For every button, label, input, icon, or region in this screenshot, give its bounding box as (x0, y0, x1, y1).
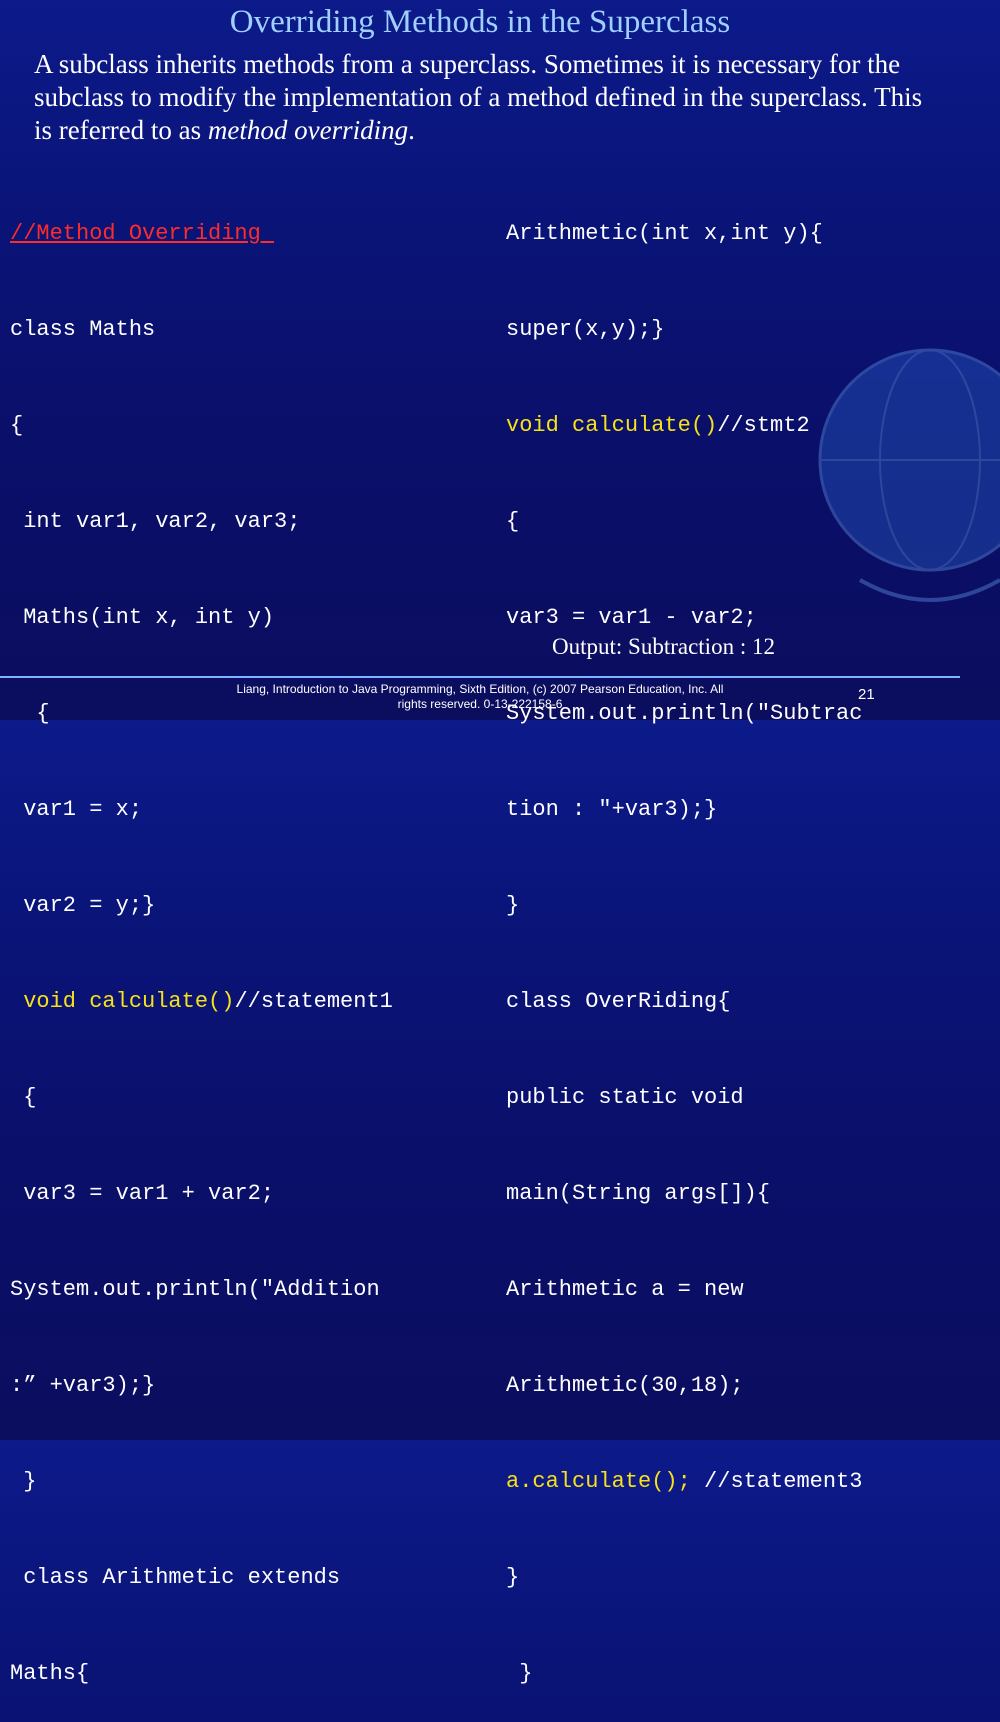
code-line: Arithmetic(30,18); (506, 1373, 744, 1398)
intro-end: . (408, 115, 415, 145)
intro-emphasis: method overriding (207, 115, 409, 145)
code-line: class Maths (10, 317, 156, 342)
slide-title: Overriding Methods in the Superclass (229, 4, 731, 40)
code-line: { (10, 413, 24, 438)
code-block-left (10, 154, 393, 1722)
code-highlight: void calculate() (506, 413, 718, 438)
code-comment: //statement3 (690, 1469, 863, 1494)
code-block-right (506, 154, 862, 1722)
code-line (506, 1466, 862, 1498)
code-line: main(String args[]){ (506, 1181, 771, 1206)
code-line: class Arithmetic extends (10, 1565, 341, 1590)
citation-line: Liang, Introduction to Java Programming, Sixth Edition, (c) 2007 Pearson Education, Inc. All (236, 682, 724, 696)
code-line (506, 410, 862, 442)
code-line: } (506, 893, 520, 918)
intro-text: A subclass inherits methods from a superclass. Sometimes it is necessary for the subclass to modify the implementation of a method defined in the superclass. This is referred to as (34, 49, 923, 145)
output-text: Output: Subtraction : 12 (552, 634, 775, 659)
code-line: { (10, 1085, 37, 1110)
code-line: } (506, 1565, 520, 1590)
code-line: } (10, 1469, 37, 1494)
code-highlight: a.calculate(); (506, 1469, 691, 1494)
code-line: var3 = var1 - var2; (506, 605, 757, 630)
citation-line: rights reserved. 0-13-222158-6 (397, 697, 563, 711)
code-line (10, 986, 393, 1018)
code-line: super(x,y);} (506, 317, 665, 342)
code-highlight: void calculate() (10, 989, 235, 1014)
code-line: public static void (506, 1085, 744, 1110)
code-line: var3 = var1 + var2; (10, 1181, 275, 1206)
code-line: var1 = x; (10, 797, 143, 822)
code-line: Maths(int x, int y) (10, 605, 275, 630)
code-line: tion : "+var3);} (506, 797, 718, 822)
code-line: Arithmetic(int x,int y){ (506, 221, 823, 246)
code-line: System.out.println("Subtrac (506, 701, 863, 726)
code-comment: //statement1 (234, 989, 393, 1014)
footer-divider (0, 676, 960, 678)
code-line: :” +var3);} (10, 1373, 156, 1398)
code-line: class OverRiding{ (506, 989, 731, 1014)
page-number: 21 (858, 686, 875, 703)
code-comment: //stmt2 (717, 413, 810, 438)
code-line: Maths{ (10, 1661, 90, 1686)
code-line: } (506, 1661, 533, 1686)
code-line: var2 = y;} (10, 893, 156, 918)
intro-paragraph (34, 48, 934, 147)
code-line: Arithmetic a = new (506, 1277, 744, 1302)
code-line: int var1, var2, var3; (10, 509, 301, 534)
footer-citation (170, 682, 790, 712)
code-line: //Method Overriding (10, 221, 275, 246)
code-line: System.out.println("Addition (10, 1277, 380, 1302)
code-line: { (10, 701, 50, 726)
code-line: { (506, 509, 520, 534)
